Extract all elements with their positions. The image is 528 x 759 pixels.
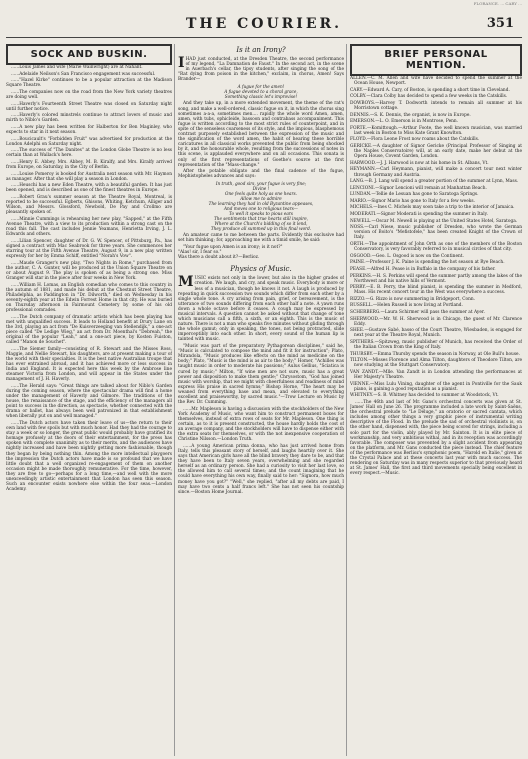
column-articles [178,44,344,756]
article-paragraph [178,276,344,342]
personal-mention-item: FORTE.—Komittough.—Arthur Foote, the well known musician, was married last week in Boston to Miss Kate Grant Knowlton. [350,125,522,136]
article-heading: Is it an Irony? [236,46,286,54]
personal-mention-item: VAN ZANDT.—Mlle. Van Zandt is in London attending the performances at Her Majesty's Theatre. [350,370,522,381]
personal-mention-item: SPITHERS.—Spitzweg, music publisher of Munich, has received the Order of the Italian Crown from the King of Italy. [350,340,522,351]
article-paragraph: And they take up, in a more extended movement, the theme of the rat's song, and make a well-ordered, classic fugue on it, in which the chorus sing sometimes a-a-a, sometimes men.... rapidly the whole word Amen, amen, amen, with tubs, ophicleide, bassoon and contrabass accompaniment. This fugue is written according to the most strict rules of counterpoint, and in spite of the senseless coarseness of its style, and the impious, blasphemous contrast purposely established between the expression of the music and the signification of the word amen, the habit of hearing these horrible caricatures in all classical works prevented the public from being shocked by it, and the honourable whole, resulting from the successions of notes in this scene, is applauded everywhere and on all occasions. This sonata is only of the first representations of Goethe's source at the first representation of the "Mass-change." [178,101,344,168]
article-heading: Physics of Music. [230,265,292,274]
news-item: ......Haverly's Fourteenth Street Theatre was closed on Saturday night until further notice. [6,101,172,112]
top-strip-text: FLORANCE. ... CARY ... [473,1,522,6]
personal-mention-item: SHEE.—Gustave Sabé, basso of the Court Theatre, Wiesbaden, is engaged for next year at the Theatre Royal, Munich. [350,328,522,339]
newspaper-title: THE COURIER. [185,16,343,32]
personal-mention-item: ORTH.—The appointment of John Orth as one of the members of the Boston Conservatory, is very favorably referred to in musical circles of that city. [350,242,522,253]
personal-mention-item: DENNIS.—S. K. Dennis, the organist, is now in Europe. [350,112,471,118]
article-paragraph [178,57,344,82]
personal-mention-item: PEASE.—Alfred H. Pease is in Buffalo in the company of his father. [350,266,496,272]
news-item: ......Louise Pomeroy is booked for Australia next season with Mr. Haymon as manager. After that she will play a season in London. [6,171,172,182]
personal-mention-item: ALLEN.—C. M. Allen and wife have decided to spend the summer at the Ocean House, Newport. [350,76,522,87]
section-heading: SOCK AND BUSKIN. [6,44,172,65]
article-paragraph: ......Mr. Mapleson is having a discussion with the stockholders of the New York Academy of Music, who want him to construct permanent boxes for themselves, instead of extra rows of seats for Mr. Mapleson. One thing is certain, as to it is present constructed, the house hardly holds the cost of an average company, and the stockholders will have to dispense either with the extra seats for themselves, or with the not inexpensive cooperation of Christine Nilsson.—London Truth. [178,406,344,443]
news-item: ......Robert Grau's summer season at the Theatre Royal, Montreal, is reported to be successful. Egberts, Ghisons, Whiting, Ketchum, Alliger and Wilson, and Messrs. Glossford, Newbold, De Pay and Crollmo are pleasantly spoken of. [6,195,172,216]
article-paragraph: An amateur came to me between the parts. Evidently this exclusive had set him thinking; for, approaching me with a timid smile, he said: [178,233,344,244]
article-paragraph: "Music was part of the preparatory Pythagorean disciplines," said he, "Music is calculated to compose the mind and fit it for instruction"; Plato, Mirandola, "Music produces like effects on the mind as medicine on the body;" Plato, "Music is the mind is as air to the body;" Homer, "Achilles was taught music in order to moderate his passions;" Aulus Gellius, "Sciatica is cured by music;" Milton, "If wine men are not sure, music has a great power and disposition to make them gentle;" Chrysostom, "God has joined music with worship, that we might with cheerfulness and readiness of mind express His praise in sacred hymns;" Bishop Horne, "The heart may be weaned from everything base and mean, and elevated to everything excellent and praiseworthy, by sacred music."—Trow Lecture on Music by the Rev. Dr. Cumming. [178,344,344,406]
personal-mention-item: RUSSELL.—Helen Russell is now living at Portland. [350,303,463,309]
personal-mention-item: MICHELS.—Ines C. Michels may soon take a trip to the interior of Jamaica. [350,205,515,211]
column-sock-and-buskin [6,44,172,756]
news-item: ......Heuschi has a new Eden Theatre, with a beautiful garden. It has just been opened, and is described as one of the finest theatres in Europe. [6,183,172,194]
news-item: ......A new play has been written for Halberton for Ben Maginley, who expects to star in it next season. [6,124,172,136]
column-brief-personal-mention [350,44,522,756]
news-item: ......The Siemer family—consisting of R. Stewart and the Misses Ross, Maggie, and Nellie Stewart, his daughters, are at present making a tour of the world with their specialties. It is the best native Australian troupe that has ever entrained abroad, and it has achieved more or less success in India and England. It is expected here this week by the Ambrose line steamer Victoria from London, and will appear in the States under the management of J. H. Haverly. [6,346,172,383]
news-item: ......Haverly's colored minstrels continue to attract lovers of music and mirth to Niblo's Garden. [6,113,172,124]
news-item: ......Adelaide Neilson's San Francisco engagement was successful. [11,71,156,77]
personal-mention-item: DOWBOYS.—Harvey T. Dodworth intends to remain all summer at his Morristown cottage. [350,100,522,111]
section-heading: BRIEF PERSONAL MENTION. [350,44,522,76]
personal-mention-item: WHITNEY.—S. B. Whitney has decided to summer at Woodstock, Vt. [350,393,499,399]
drop-cap: I [178,55,185,71]
personal-mention-item: EMERSON.—L. O. Emerson is in Montrose, Penn. [350,119,459,125]
news-item: ......"Hazel Kirke" continues to be a popular attraction at the Madison Square Theatre. [6,78,172,89]
personal-mention-item: LANG.—B. J. Lang will spend a greater portion of the summer at Lynn, Mass. [350,179,519,185]
column-divider [174,44,175,756]
personal-mention-item: NEWELL.—Oscar M. Newell is playing at the United States Hotel, Saratoga. [350,218,518,224]
poem-block: In truth, good sirs, your fugue is very fine; Divine ! One feels quite holy as one hears. Allow me to admire The learning they had in old Byzantine appeases, And moves one to religious tears— To well it speaks to pious ears The sentiments that true hearts still inspire, Where at the Church's bidding of so it lend, They produce all summed up in this final word. [208,181,314,232]
personal-mention-item: PAINE.—Professor J. K. Paine is spending the hot season at Rye Beach. [350,260,505,266]
personal-mention-item: GERICKE.—A daughter of Signor Gericke (Principal Professor of Singing at the Naples Conservatoire) will, at an early date, make her debut at the Opera House, Covent Garden, London. [350,144,522,160]
article-paragraph: "Your fugue upon Amen is an irony; is it not?" "Alas! sir, I fear so." Was there a doubt about it?—Berlioz. [178,245,283,261]
news-item: ......William H. Lomas, an English comedian who comes to this country in the autumn of 1881, and made his debut at the Chestnut Street Theatre, Philadelphia, as Paddington in "Dr. Dilworth," died on Wednesday in his seventy-eighth year at the Edwin Forrest Home in that city. He was buried on Thursday afternoon in Fairmount Cemetery by some of his old professional comrades. [6,282,172,314]
masthead [0,12,528,42]
article-paragraph: ......A young American prima donna, who has just arrived home from Italy, tells this pleasant story of herself, and laughs heartily over it. She says that American girls have all the blind bravery they dare to be, and that they have been to Italy seven years, overwhelming and she regarded herself as an ordinary person. She had a curiosity to visit her last love, so the allowed him to call several times; and the count imagining that he could have everything his own way, finally said to her: "Signora, how much money have you got?" "Well," she replied, "after all my debts are paid, I may have two cents a half francs left." She has not seen his countship since.—Boston Home Journal. [178,443,344,495]
column-divider [346,44,347,756]
personal-mention-item: HARWOOD.—J. J. Harwood is now at his home in St. Albans, Vt. [350,160,489,166]
article-text: USIC exists not only in the lower, but also in the higher grades of creation. We laugh, and cry, and speak music. Everybody is more or less of a musician, though he knows it not. A laugh is produced by repeating in quick succession two sounds which differ from each other by a single whole tone. A cry arising from pain, grief, or bereavement, is the utterance of two sounds differing from each other half a note. A yawn runs down a whole octave before it ceases. A cough may be expressed by musical intervals. A question cannot be asked without that change of tone which musicians call a fifth, a sixth, or an eighth. This is the music of nature. There is not a man who speaks five minutes without gliding through the whole gamut; only in speaking, the tones, not being protracted, slide imperceptibly into each other. In short, every sound of the human lip is tainted with music. [178,276,344,343]
drop-cap: M [178,274,194,291]
masthead-rule [6,37,522,38]
news-item: ......The Herald says: "Great things are talked about for Niblo's Garden during the coming season, where the spectacular drama will find a home under the management of Haverly and Gilmore. The traditions of the house, the renaissance of the stage, and the efficiency of the managers all point to success in the direction, as spectacle, whether connected with the drama or ballet, has always been well patronized in that establishment when liberally put on and well managed." [6,383,172,420]
personal-mention-item: RIZZO.—G. Rizzo is now summering in Bridgeport, Conn. [350,296,476,302]
personal-mention-item: LUNDAN.—Tellie de Lesuan has gone to Saratoga Springs. [350,192,479,198]
personal-mention-item: FLOYD.—Flora Leone Frost now roams about the Catskills. [350,137,480,143]
personal-mention-item: TILTON.—Misses Florence and Alma Tilton, daughters of Theodore Tilton, are now studying at the Stuttgart Conservatory. [350,358,522,369]
personal-mention-item: NOSS.—Carl Niese, music publisher of Dresden, who wrote the German version of Boito's "Mefistofele," has been created Knight of the Crown of Italy. [350,225,522,241]
personal-mention-item: COLBY.—Clara Colby has decided to spend a few weeks in the Catskills. [350,94,508,100]
news-item: ......Maude Granger's new play, "Two Nights in Rome," purchased from the author, C. A. Gunter, will be produced at the Union Square Theatre on or about August 9. The play is spoken of as being a strong one. Miss Granger will star in the piece after four weeks in New York. [6,260,172,281]
article-paragraph: ......The 46th and last of Mr. Gans's orchestral concerts was given at St. James' Hall on June 26. The programme included a late work by Saint-Saëns, the orchestral prelude to "Le Déluge," an oratorio or sacred cantata, which includes among other things a very graphic piece of instrumental writing descriptive of the Flood. In the prelude the sad of orchestral violinists is, on the other hand, dispensed with, the piece being scored for strings, including a solo part for the violin, ably played by Mr. Sainton. It is in elite piece of workmanship, and very ambitious withal, and in its reception was accordingly favorable. The composer was prevented by a slight accident from appearing on the platform, and Mr. Gans conducted the piece instead. The chief feature of the performance was Berlioz's symphonic poem, "Harold en Italie," given at the Crystal Palace and at these concerts last year with much success. The rendering on Saturday was in many respects superior to that previously heard at St. James' Hall, the first and third movements specially being excellent in every respect.—Music. [350,399,522,477]
personal-mention-item: LENCIONI.—Signor Lencioni will remain at Manhattan Beach. [350,185,487,191]
personal-mention-item: SCHERBERG.—Laura Schirmer will pass the summer at Ayer. [350,310,485,316]
personal-mention-item: MARIO.—Signor Mario has gone to Italy for a few weeks. [350,198,475,204]
news-item: ......Boucicault's "Forbidden Fruit" was advertised for production at the London Adelphi on Saturday night. [6,136,172,147]
personal-mention-item: PERRY.—E. B. Perry, the blind pianist, is spending the summer in Medford, Mass. His recent concert tour in the West was everywhere a success. [350,285,522,296]
page-number: 351 [486,16,514,31]
news-item: ......Henry E. Abbey, Mrs. Abbey, M. B. Kiralfy, and Mrs. Kiralfy arrived from Europe, on Saturday, in the City of Berlin. [6,160,172,171]
top-strip [0,0,528,10]
personal-mention-item: CARY.—Edward A. Cary, of Boston, is spending a short time in Cleveland. [350,87,510,93]
article-text: HAD just conducted, at the Dresden Theatre, the second performance of my legend, "La Damnation de Faust." In the second act, in the scene in Auerbach's cellar, the tipsy students, after singing the song of the "Rat dying from poison in the kitchen," exclaim, in chorus, Amen! Says Brander— [178,57,344,83]
news-item: ......The companies now on the road from the New York variety theatres are doing well. [6,89,172,100]
personal-mention-item: OSGOOD.—Geo. L. Osgood is now on the Continent. [350,253,464,259]
poem-block: A fugue for the amen! A fugue devoted to a choral grace, Something classic let's improvise! [224,84,298,100]
column-body [350,76,522,398]
news-item: ......Louis James and wife (Marie Wainwright) are at Nahant. [11,65,143,70]
article-paragraph: After the potable obligato and the final cadence of the fugue, Mephistopheles advances and says: [178,169,344,180]
personal-mention-item: SHERWOOD.—Mr. W. H. Sherwood is in Chicago, the guest of Mr. Clarence Eddy. [350,316,522,327]
personal-mention-item: VIENNE.—Miss Lulu Vining, daughter of the agent in Pontiville for the Sauk piano, is gaining a good reputation as a pianist. [350,381,522,392]
personal-mention-item: HEYMANN.—Carl Heymann, pianist, will make a concert tour next winter through Germany and Austria. [350,167,522,178]
personal-mention-item: THURSBY.—Emma Thursby spends the season in Norway, at Ole Bull's house. [350,351,520,357]
personal-mention-item: MODERATI.—Signor Moderati is spending the summer in Italy. [350,212,488,218]
column-body [6,65,172,492]
personal-mention-item: PERKINS.—H. S. Perkins will spend the summer partly among the lakes of the Northwest and his native hills of Vermont. [350,273,522,284]
news-item: ......Lilian Spencer, daughter of Dr. G. W. Spencer, of Pittsburg, Pa., has signed a contract with Mac Seabrook for three years. She commences her starring tour at the Fifth Avenue Theatre, August 9, in a new play written expressly for her by Emma Schiff, entitled "Norah's Vow". [6,238,172,260]
news-item: ......The Dutch actors have taken their leave of us—the return to their own land with few spoils but with much honor. Had they had the courage to stay a week or so longer, the great public would probably have gratified its homage profusely at the doors of their entertainment, for the press has spoken with complete unanimity as to their merits, and the audiences have nightly increased and have been nightly getting more fashionable, though they began by being nothing thin. Among the more intellectual playgoers the impression the Dutch actors have made is so profound that we have little doubt that a well organized re-engagement of them on another occasion might be made thoroughly remunerative. For the time, however, they are free to go—perhaps for a long time,—and well with the more unexceedingly artistic entertainment that London has seen this season. Such an encounter exists nowhere else within the four seas.—London Academy. [6,421,172,493]
news-item: ......The Dutch company of dramatic artists which has been playing has met with unqualified success. It leads to Holland benefit at Drury Lane on the 3rd, playing an act from "De Kuisverzeeging van Stellendijk," a one-act piece called "De Ledige Wieg," an act from Dr. Moenthal's "Debreah," the original of the popular "Leah," and a one-act piece, by Kosten Fuiston, called "Manon de Souchet". [6,314,172,346]
news-item: ......The success of "The Danites" at the London Globe Theatre is no less certain than at Wallack's here. [6,148,172,159]
news-item: ......Minnie Cummings is rehearsing her new play, "Sapped," at the Fifth Avenue Theatre, with a view to its production within a strong cast on the road this fall. The cast includes Jennie Yeamans, Henrietta Irving, J. L. Edwards and others. [6,216,172,238]
